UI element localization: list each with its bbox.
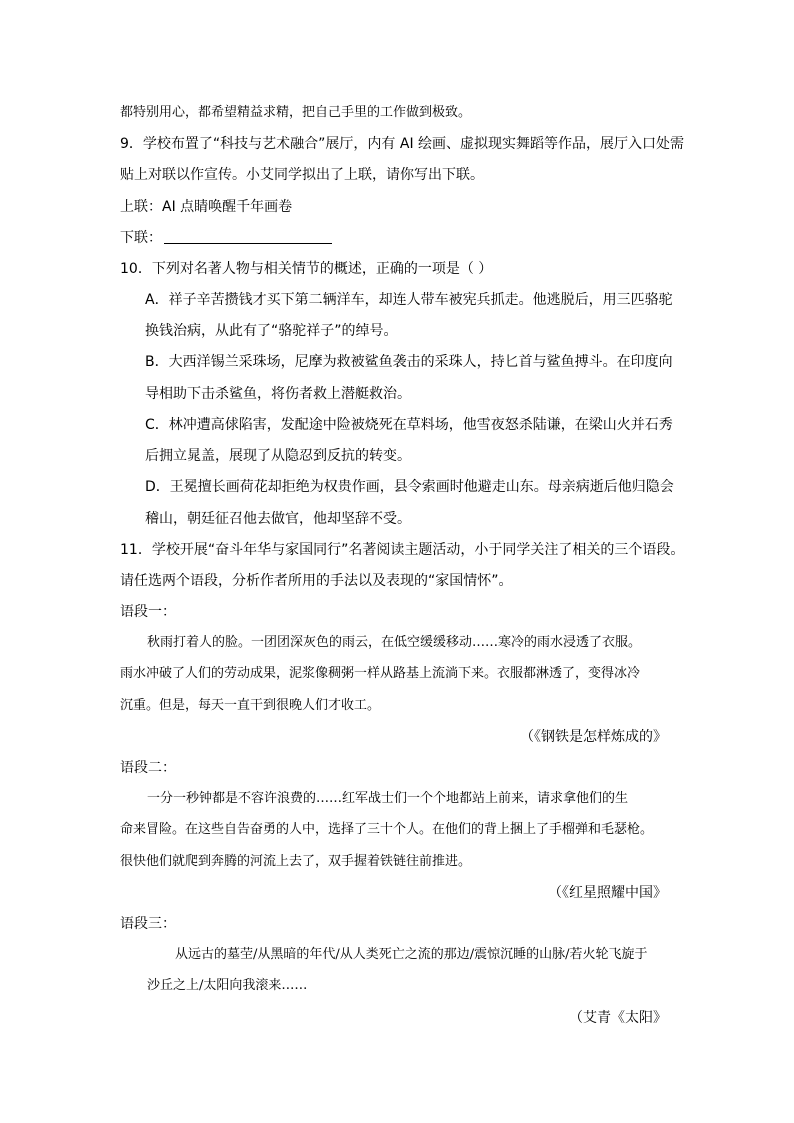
q11-line2: 请任选两个语段，分析作者所用的手法以及表现的“家国情怀”。 bbox=[120, 573, 513, 589]
q10-option-d-line2: 稽山，朝廷征召他去做官，他却坚辞不受。 bbox=[145, 511, 411, 527]
passage-3-line2: 沙丘之上/太阳向我滚来…… bbox=[147, 978, 308, 993]
q10-option-c-line2: 后拥立晁盖，展现了从隐忍到反抗的转变。 bbox=[145, 448, 411, 464]
q10-option-b-line1: B．大西洋锡兰采珠场，尼摩为救被鲨鱼袭击的采珠人，持匕首与鲨鱼搏斗。在印度向 bbox=[145, 354, 673, 370]
q10-option-a-line1: A．祥子辛苦攒钱才买下第二辆洋车，却连人带车被宪兵抓走。他逃脱后，用三匹骆驼 bbox=[145, 292, 673, 308]
passage-2-line2: 命来冒险。在这些自告奋勇的人中，选择了三十个人。在他们的背上捆上了手榴弹和毛瑟枪。 bbox=[120, 822, 654, 837]
passage-2-label: 语段二： bbox=[120, 760, 176, 776]
passage-3-line1: 从远古的墓茔/从黑暗的年代/从人类死亡之流的那边/震惊沉睡的山脉/若火轮飞旋于 bbox=[175, 947, 648, 962]
q9-answer-blank[interactable] bbox=[164, 229, 332, 244]
q9-line2: 贴上对联以作宣传。小艾同学拟出了上联，请你写出下联。 bbox=[120, 167, 484, 183]
q9-upper-couplet: 上联：AI 点睛唤醒千年画卷 bbox=[120, 199, 293, 215]
q9-lower-couplet bbox=[120, 228, 332, 248]
passage-3-source: （艾青《太阳》 bbox=[569, 1010, 667, 1026]
passage-1-line2: 雨水冲破了人们的劳动成果，泥浆像稠粥一样从路基上流淌下来。衣服都淋透了，变得冰冷 bbox=[120, 666, 641, 681]
passage-1-label: 语段一： bbox=[120, 604, 176, 620]
q10-option-d-line1: D．王冕擅长画荷花却拒绝为权贵作画，县令索画时他避走山东。母亲病逝后他归隐会 bbox=[145, 479, 674, 495]
passage-2-line1: 一分一秒钟都是不容许浪费的……红军战士们一个个地都站上前来，请求拿他们的生 bbox=[147, 791, 629, 806]
passage-3-label: 语段三： bbox=[120, 916, 176, 932]
top-fragment: 都特别用心，都希望精益求精，把自己手里的工作做到极致。 bbox=[120, 105, 472, 120]
passage-2-line3: 很快他们就爬到奔腾的河流上去了，双手握着铁链往前推进。 bbox=[120, 854, 472, 869]
q10-option-b-line2: 导相助下击杀鲨鱼，将伤者救上潜艇救治。 bbox=[145, 386, 411, 402]
q11-line1: 11．学校开展“奋斗年华与家国同行”名著阅读主题活动，小于同学关注了相关的三个语段。 bbox=[120, 542, 685, 558]
q9-line1: 9．学校布置了“科技与艺术融合”展厅，内有 AI 绘画、虚拟现实舞蹈等作品，展厅入口处需 bbox=[120, 136, 685, 152]
q10-stem: 10．下列对名著人物与相关情节的概述，正确的一项是（ ） bbox=[120, 261, 493, 277]
passage-1-line3: 沉重。但是，每天一直干到很晚人们才收工。 bbox=[120, 698, 381, 713]
passage-1-source: （《钢铁是怎样炼成的》 bbox=[520, 729, 667, 745]
passage-1-line1: 秋雨打着人的脸。一团团深灰色的雨云，在低空缓缓移动……寒冷的雨水浸透了衣服。 bbox=[147, 635, 642, 650]
q10-option-c-line1: C．林冲遭高俅陷害，发配途中险被烧死在草料场，他雪夜怒杀陆谦，在梁山火并石秀 bbox=[145, 417, 673, 433]
q9-lower-label: 下联： bbox=[120, 230, 162, 246]
q10-option-a-line2: 换钱治病，从此有了“骆驼祥子”的绰号。 bbox=[145, 323, 398, 339]
passage-2-source: （《红星照耀中国》 bbox=[548, 885, 667, 901]
